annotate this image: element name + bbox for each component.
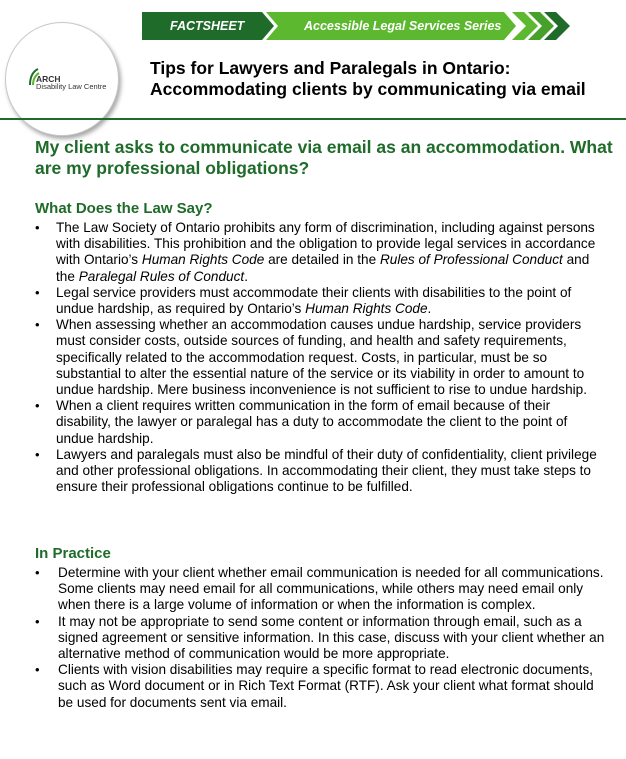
logo-subtitle: Disability Law Centre (36, 82, 107, 91)
list-item: • Determine with your client whether email communication is needed for all communications. Some clients may need email for all communications, while others may need email only when there is a large volume of information or when the information is complex. (33, 565, 605, 614)
logo-text (36, 75, 106, 91)
list-item: • When a client requires written communication in the form of email because of their disability, the lawyer or paralegal has a duty to accommodate the client to the point of undue hardship. (33, 398, 605, 447)
law-heading: What Does the Law Say? (35, 200, 213, 217)
list-item: • Clients with vision disabilities may require a specific format to read electronic documents, such as Word document or in Rich Text Format (RTF). Ask your client what format should be used for documents sent via email. (33, 662, 605, 711)
list-item: • When assessing whether an accommodation causes undue hardship, service providers must consider costs, outside sources of funding, and health and safety requirements, specifically related to the accommodation request. Costs, in particular, must be so substantial to alter the essential nature of the service or its viability in order to amount to undue hardship. Mere business inconvenience is not sufficient to rise to undue hardship. (33, 317, 605, 398)
practice-heading: In Practice (35, 545, 111, 562)
factsheet-label: FACTSHEET (170, 19, 245, 33)
list-item: • Legal service providers must accommodate their clients with disabilities to the point of undue hardship, as required by Ontario’s Human Rights Code. (33, 285, 605, 317)
list-item: • The Law Society of Ontario prohibits any form of discrimination, including against persons with disabilities. This prohibition and the obligation to provide legal services in accordance with Ontario’s Human Rights Code are detailed in the Rules of Professional Conduct and the Paralegal Rules of Conduct. (33, 220, 605, 285)
practice-list (33, 565, 605, 711)
main-question: My client asks to communicate via email as an accommodation. What are my professional obligations? (35, 137, 613, 178)
list-item: • Lawyers and paralegals must also be mindful of their duty of confidentiality, client privilege and other professional obligations. In accommodating their client, they must take steps to ensure their professional obligations continue to be fulfilled. (33, 447, 605, 496)
title-line-1: Tips for Lawyers and Paralegals in Ontario: (150, 58, 511, 78)
title-line-2: Accommodating clients by communicating via email (150, 79, 586, 99)
series-label: Accessible Legal Services Series (304, 19, 502, 33)
header-divider (0, 118, 626, 120)
law-list (33, 220, 605, 495)
page-title (150, 58, 610, 100)
logo-name: ARCH (36, 74, 61, 84)
series-banner (142, 12, 582, 40)
list-item: • It may not be appropriate to send some content or information through email, such as a signed agreement or sensitive information. In this case, discuss with your client whether an alternative method of communication would be more appropriate. (33, 614, 605, 663)
